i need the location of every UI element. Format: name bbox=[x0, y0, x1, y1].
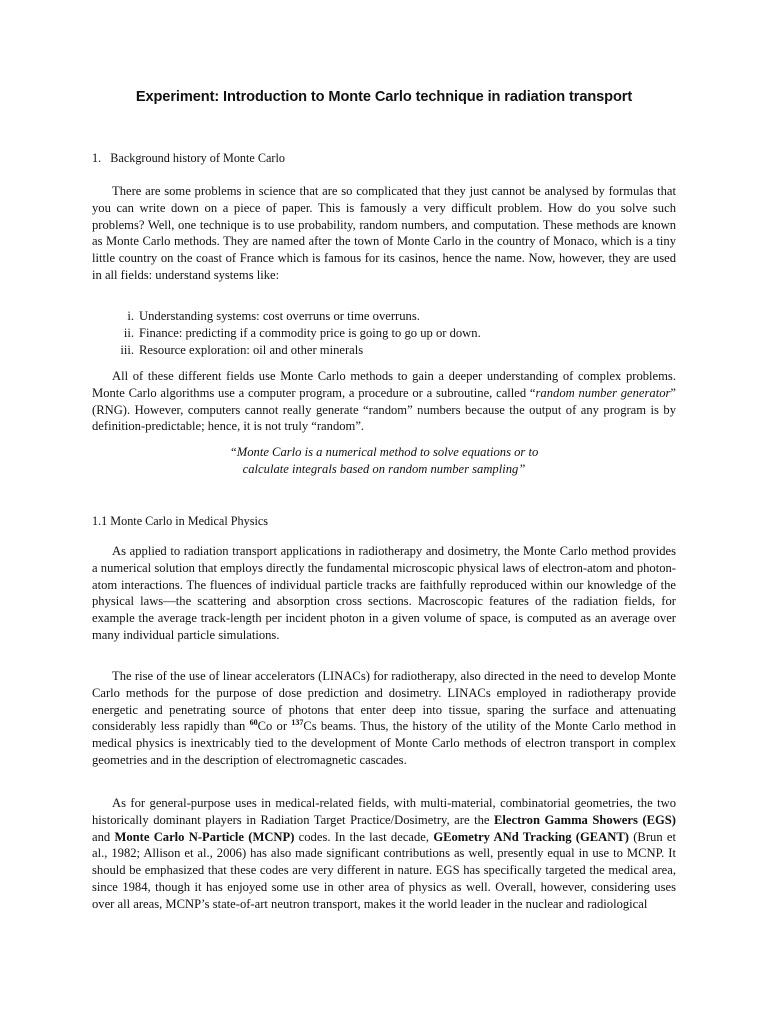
emphasis-text: random number generator bbox=[535, 385, 671, 400]
para-text: Cs beams. Thus, the history of the utility of the Monte Carlo method in medical physics is inextricably tied to the development of Monte Carlo methods of electron transport in complex geometries and in the description of electromagnetic cascades. bbox=[92, 719, 676, 767]
list-item bbox=[92, 342, 676, 359]
list-number: iii. bbox=[120, 343, 134, 357]
list-number: i. bbox=[127, 309, 134, 323]
isotope-mass-number: 137 bbox=[291, 718, 304, 728]
list-item bbox=[92, 325, 676, 342]
list-text: Understanding systems: cost overruns or time overruns. bbox=[139, 309, 420, 323]
medical-paragraph-3 bbox=[92, 795, 676, 913]
medical-paragraph-2 bbox=[92, 668, 676, 769]
para-text: As for general-purpose uses in medical-related fields, with multi-material, combinatorial geometries, the two historically dominant players in Radiation Target Practice/Dosimetry, are the bbox=[92, 796, 676, 827]
background-paragraph-1: There are some problems in science that are so complicated that they just cannot be analysed by formulas that you can write down on a piece of paper. This is famously a very difficult problem. How do you solve such problems? Well, one technique is to use probability, random numbers, and computation. These methods are known as Monte Carlo methods. They are named after the town of Monte Carlo in the country of Monaco, which is a tiny little country on the coast of France which is famous for its casinos, hence the name. Now, however, they are used in all fields: understand systems like: bbox=[92, 184, 676, 282]
mcnp-code-name: Monte Carlo N-Particle (MCNP) bbox=[114, 829, 295, 844]
para-text: Co or bbox=[257, 719, 292, 734]
quote-line-1: “Monte Carlo is a numerical method to solve equations or to bbox=[229, 445, 539, 459]
section-number: 1. bbox=[92, 151, 102, 165]
applications-list bbox=[92, 308, 676, 359]
list-text: Finance: predicting if a commodity price is going to go up or down. bbox=[139, 326, 481, 340]
section-heading-1 bbox=[92, 151, 285, 166]
document-title: Experiment: Introduction to Monte Carlo technique in radiation transport bbox=[135, 89, 633, 105]
para-text: The rise of the use of linear accelerators (LINACs) for radiotherapy, also directed in the need to develop Monte Carlo methods for the purpose of dose prediction and dosimetry. LINACs employed in radiotherapy provide energetic and penetrating source of photons that enter deep into tissue, sparing the surface and attenuating considerably less rapidly than bbox=[92, 669, 676, 734]
para-text: and bbox=[92, 829, 115, 844]
para-text: (Brun et al., 1982; Allison et al., 2006) has also made significant contributions as well, presently equal in use to MCNP. It should be emphasized that these codes are very different in nature. EGS has specifically targeted the medical area, since 1984, though it has enjoyed some use in other area of physics as well. Overall, however, considering uses over all areas, MCNP’s state-of-art neutron transport, makes it the world leader in the nuclear and radiological bbox=[92, 829, 676, 911]
list-text: Resource exploration: oil and other minerals bbox=[139, 343, 364, 357]
background-paragraph-2 bbox=[92, 368, 676, 435]
egs-code-name: Electron Gamma Showers (EGS) bbox=[494, 812, 676, 827]
definition-quote bbox=[92, 444, 676, 478]
medical-paragraph-1: As applied to radiation transport applications in radiotherapy and dosimetry, the Monte Carlo method provides a numerical solution that employs directly the fundamental microscopic physical laws of electron-atom and photon-atom interactions. The fluences of individual particle tracks are faithfully reproduced within our knowledge of the physical laws—the scattering and absorption cross sections. Macroscopic features of the radiation fields, for example the average track-length per incident photon in a given volume of space, is computed as an average over many individual particle simulations. bbox=[92, 544, 676, 642]
para-text: codes. In the last decade, bbox=[294, 829, 434, 844]
para-text: All of these different fields use Monte Carlo methods to gain a deeper understanding of complex problems. Monte Carlo algorithms use a computer program, a procedure or a subroutine, called “ bbox=[92, 369, 676, 400]
quote-line-2: calculate integrals based on random number sampling” bbox=[242, 462, 526, 476]
list-item bbox=[92, 308, 676, 325]
isotope-mass-number: 60 bbox=[249, 718, 258, 728]
section-heading-1-1: 1.1 Monte Carlo in Medical Physics bbox=[92, 514, 269, 528]
list-number: ii. bbox=[123, 326, 134, 340]
geant-code-name: GEometry ANd Tracking (GEANT) bbox=[433, 829, 629, 844]
para-text: ” (RNG). However, computers cannot really generate “random” numbers because the output of any program is by definition-predictable; hence, it is not truly “random”. bbox=[92, 385, 677, 434]
section-title: Background history of Monte Carlo bbox=[110, 151, 285, 165]
